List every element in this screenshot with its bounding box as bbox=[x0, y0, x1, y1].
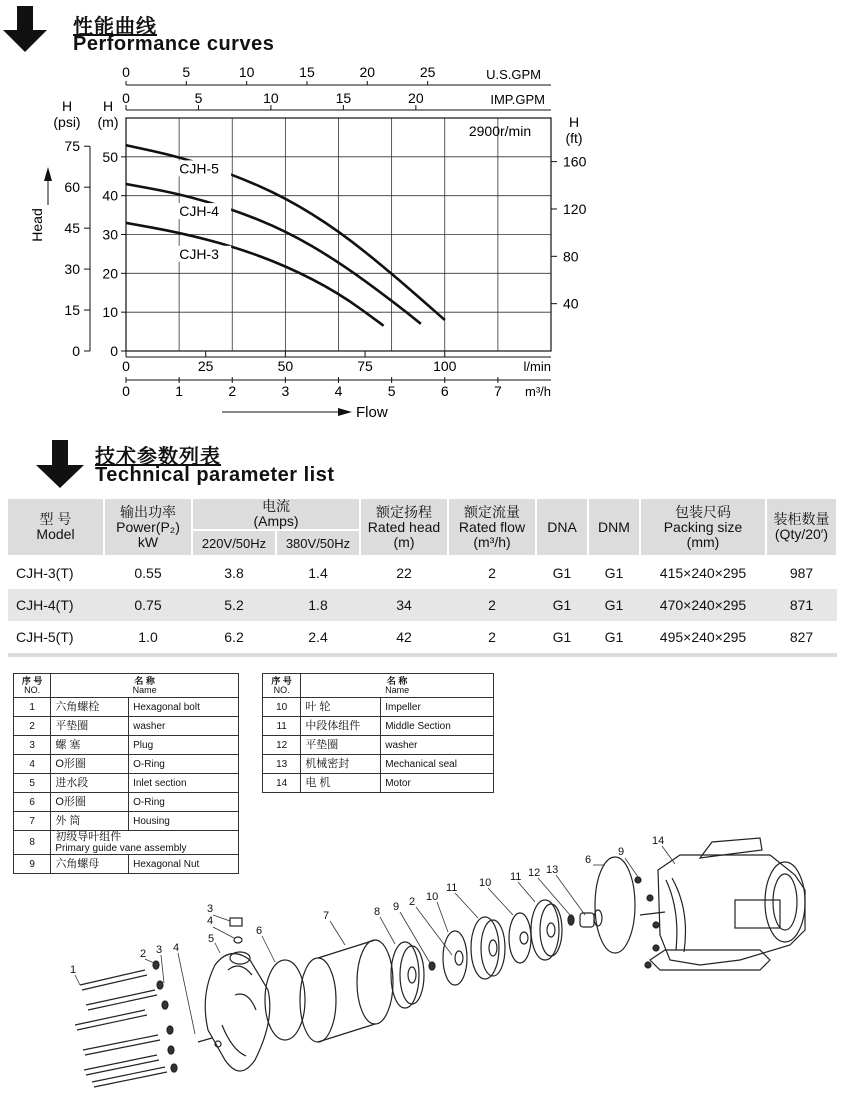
tick-label: 20 bbox=[408, 90, 424, 106]
header-current-220: 220V/50Hz bbox=[192, 530, 276, 556]
diagram-label: 9 bbox=[618, 846, 625, 858]
section-arrow-icon bbox=[3, 6, 49, 59]
guide-vane bbox=[391, 942, 424, 1008]
table-row bbox=[8, 621, 837, 655]
header-power: 输出功率 Power(P₂) kW bbox=[104, 499, 192, 556]
diagram-label: 7 bbox=[323, 910, 330, 922]
tick-label: 5 bbox=[387, 383, 396, 399]
tick-label: 60 bbox=[64, 179, 80, 196]
psi-label-top: H bbox=[61, 98, 73, 114]
motor bbox=[640, 838, 805, 970]
m-label-unit: (m) bbox=[97, 114, 119, 130]
header-packing: 包装尺码 Packing size (mm) bbox=[640, 499, 766, 556]
tick-label: 10 bbox=[238, 64, 255, 80]
o-ring bbox=[265, 960, 305, 1040]
parts-header-name: 名 称 Name bbox=[301, 674, 494, 698]
cell-dna: G1 bbox=[536, 621, 588, 655]
cell-model: CJH-5(T) bbox=[8, 621, 104, 655]
tick-label: 15 bbox=[299, 64, 315, 80]
technical-table bbox=[8, 499, 838, 657]
technical-title-en: Technical parameter list bbox=[95, 464, 335, 486]
tick-label: 50 bbox=[102, 148, 118, 165]
parts-row: 13 机械密封 Mechanical seal bbox=[263, 755, 494, 774]
parts-row: 2 平垫圈 washer bbox=[14, 717, 239, 736]
diagram-label: 12 bbox=[528, 867, 541, 879]
diagram-label: 11 bbox=[510, 871, 522, 883]
ft-label-unit: (ft) bbox=[565, 130, 583, 146]
cell-a220: 6.2 bbox=[192, 621, 276, 655]
cell-model: CJH-3(T) bbox=[8, 556, 104, 589]
diagram-label: 10 bbox=[426, 891, 439, 903]
tick-label: 50 bbox=[277, 358, 294, 374]
technical-title-cn: 技术参数列表 bbox=[95, 446, 221, 468]
header-model: 型 号 Model bbox=[8, 499, 104, 556]
tick-label: 40 bbox=[102, 187, 118, 204]
series-label: CJH-5 bbox=[179, 160, 219, 177]
technical-table-body bbox=[8, 556, 837, 655]
tick-label: 30 bbox=[102, 226, 118, 243]
header-head: 额定扬程 Rated head (m) bbox=[360, 499, 448, 556]
tick-label: 2 bbox=[228, 383, 237, 399]
head-label: Head bbox=[29, 208, 45, 242]
tick-label: 6 bbox=[440, 383, 449, 399]
section-arrow-icon bbox=[36, 440, 86, 495]
tick-label: 120 bbox=[563, 200, 587, 217]
hexagonal-bolts bbox=[75, 970, 167, 1087]
tick-label: 100 bbox=[433, 358, 457, 374]
head-arrow-icon bbox=[44, 167, 52, 181]
parts-row: 5 进水段 Inlet section bbox=[14, 774, 239, 793]
parts-row: 8 初级导叶组件 Primary guide vane assembly bbox=[14, 831, 239, 855]
diagram-label: 3 bbox=[156, 944, 163, 956]
tick-label: 10 bbox=[263, 90, 279, 106]
header-current-380: 380V/50Hz bbox=[276, 530, 360, 556]
cell-qty: 871 bbox=[766, 589, 837, 621]
flow-label: Flow bbox=[356, 404, 388, 421]
cell-dna: G1 bbox=[536, 556, 588, 589]
plug-and-oring bbox=[230, 918, 242, 943]
cell-power: 0.55 bbox=[104, 556, 192, 589]
performance-title-cn: 性能曲线 bbox=[73, 16, 157, 38]
cell-pack: 470×240×295 bbox=[640, 589, 766, 621]
series-label: CJH-4 bbox=[179, 203, 219, 220]
tick-label: 15 bbox=[335, 90, 352, 106]
cell-pack: 415×240×295 bbox=[640, 556, 766, 589]
speed-label: 2900r/min bbox=[468, 123, 532, 139]
cell-power: 1.0 bbox=[104, 621, 192, 655]
diagram-label: 2 bbox=[140, 948, 147, 960]
housing bbox=[300, 940, 393, 1042]
tick-label: 1 bbox=[175, 383, 184, 399]
tick-label: 75 bbox=[357, 358, 373, 374]
tick-label: 75 bbox=[64, 138, 80, 155]
header-dna: DNA bbox=[536, 499, 588, 556]
parts-header-no: 序 号 NO. bbox=[14, 674, 51, 698]
parts-row: 11 中段体组件 Middle Section bbox=[263, 717, 494, 736]
tick-label: 4 bbox=[334, 383, 343, 399]
parts-row: 14 电 机 Motor bbox=[263, 774, 494, 793]
parts-row: 10 叶 轮 Impeller bbox=[263, 698, 494, 717]
tick-label: 45 bbox=[64, 220, 80, 237]
tick-label: 80 bbox=[563, 248, 579, 265]
tick-label: 0 bbox=[122, 90, 130, 106]
middle-section bbox=[471, 917, 505, 979]
header-current: 电流 (Amps) bbox=[192, 499, 360, 530]
parts-table-right bbox=[262, 673, 494, 793]
tick-label: 7 bbox=[493, 383, 502, 399]
cell-a220: 3.8 bbox=[192, 556, 276, 589]
diagram-labels bbox=[70, 835, 664, 976]
tick-label: 15 bbox=[64, 302, 80, 319]
cell-qty: 987 bbox=[766, 556, 837, 589]
diagram-label: 9 bbox=[393, 901, 400, 913]
cell-power: 0.75 bbox=[104, 589, 192, 621]
cell-a380: 1.8 bbox=[276, 589, 360, 621]
diagram-label: 2 bbox=[409, 896, 416, 908]
header-dnm: DNM bbox=[588, 499, 640, 556]
performance-title-en: Performance curves bbox=[73, 33, 275, 55]
tick-label: 20 bbox=[359, 64, 376, 80]
o-ring bbox=[595, 857, 635, 953]
parts-row: 1 六角螺栓 Hexagonal bolt bbox=[14, 698, 239, 717]
tick-label: 5 bbox=[194, 90, 203, 106]
parts-row: 9 六角螺母 Hexagonal Nut bbox=[14, 855, 239, 874]
psi-label-unit: (psi) bbox=[53, 114, 81, 130]
tick-label: 0 bbox=[72, 343, 80, 359]
series-line-cjh-3 bbox=[126, 223, 384, 326]
tick-label: 20 bbox=[102, 265, 118, 282]
header-qty: 装柜数量 (Qty/20′) bbox=[766, 499, 837, 556]
flow-arrow-icon bbox=[338, 408, 352, 416]
tick-label: 0 bbox=[122, 358, 130, 374]
axis-unit-m3h: m³/h bbox=[525, 384, 551, 399]
parts-row: 4 O形圈 O-Ring bbox=[14, 755, 239, 774]
cell-dnm: G1 bbox=[588, 621, 640, 655]
diagram-label: 4 bbox=[173, 942, 180, 954]
parts-row: 3 螺 塞 Plug bbox=[14, 736, 239, 755]
axis-unit-usgpm: U.S.GPM bbox=[486, 67, 541, 82]
diagram-label: 8 bbox=[374, 906, 381, 918]
cell-a380: 1.4 bbox=[276, 556, 360, 589]
ft-label-top: H bbox=[568, 114, 580, 130]
tick-label: 40 bbox=[563, 295, 579, 312]
cell-head: 42 bbox=[360, 621, 448, 655]
cell-model: CJH-4(T) bbox=[8, 589, 104, 621]
cell-dnm: G1 bbox=[588, 556, 640, 589]
series-label: CJH-3 bbox=[179, 245, 219, 262]
inlet-section bbox=[198, 952, 270, 1071]
cell-a220: 5.2 bbox=[192, 589, 276, 621]
tick-label: 10 bbox=[102, 304, 118, 321]
diagram-label: 4 bbox=[207, 915, 214, 927]
diagram-label: 6 bbox=[256, 925, 263, 937]
diagram-label: 11 bbox=[446, 882, 458, 894]
diagram-label: 3 bbox=[207, 903, 214, 915]
diagram-label: 1 bbox=[70, 964, 77, 976]
table-row bbox=[8, 589, 837, 621]
impeller bbox=[443, 931, 467, 985]
cell-dnm: G1 bbox=[588, 589, 640, 621]
m-label-top: H bbox=[102, 98, 114, 114]
parts-row: 7 外 筒 Housing bbox=[14, 812, 239, 831]
axis-unit-impgpm: IMP.GPM bbox=[490, 92, 545, 107]
performance-chart bbox=[0, 55, 847, 435]
tick-label: 0 bbox=[122, 383, 130, 399]
cell-qty: 827 bbox=[766, 621, 837, 655]
parts-header-name: 名 称 Name bbox=[51, 674, 239, 698]
diagram-label: 6 bbox=[585, 854, 592, 866]
cell-flow: 2 bbox=[448, 621, 536, 655]
parts-row: 12 平垫圈 washer bbox=[263, 736, 494, 755]
cell-head: 22 bbox=[360, 556, 448, 589]
diagram-label: 10 bbox=[479, 877, 492, 889]
tick-label: 0 bbox=[122, 64, 130, 80]
diagram-label: 14 bbox=[652, 835, 665, 847]
tick-label: 3 bbox=[281, 383, 290, 399]
cell-flow: 2 bbox=[448, 589, 536, 621]
cell-flow: 2 bbox=[448, 556, 536, 589]
diagram-label: 5 bbox=[208, 933, 215, 945]
tick-label: 0 bbox=[110, 343, 118, 359]
table-row bbox=[8, 556, 837, 589]
tick-label: 25 bbox=[197, 358, 214, 374]
axis-unit-lmin: l/min bbox=[523, 359, 551, 374]
cell-head: 34 bbox=[360, 589, 448, 621]
exploded-pump-diagram bbox=[0, 820, 847, 1095]
cell-pack: 495×240×295 bbox=[640, 621, 766, 655]
cell-dna: G1 bbox=[536, 589, 588, 621]
tick-label: 30 bbox=[64, 261, 80, 278]
tick-label: 5 bbox=[182, 64, 191, 80]
header-flow: 额定流量 Rated flow (m³/h) bbox=[448, 499, 536, 556]
tick-label: 160 bbox=[563, 153, 587, 170]
parts-row: 6 O形圈 O-Ring bbox=[14, 793, 239, 812]
diagram-label: 13 bbox=[546, 864, 559, 876]
cell-a380: 2.4 bbox=[276, 621, 360, 655]
parts-header-no: 序 号 NO. bbox=[263, 674, 301, 698]
tick-label: 25 bbox=[419, 64, 436, 80]
